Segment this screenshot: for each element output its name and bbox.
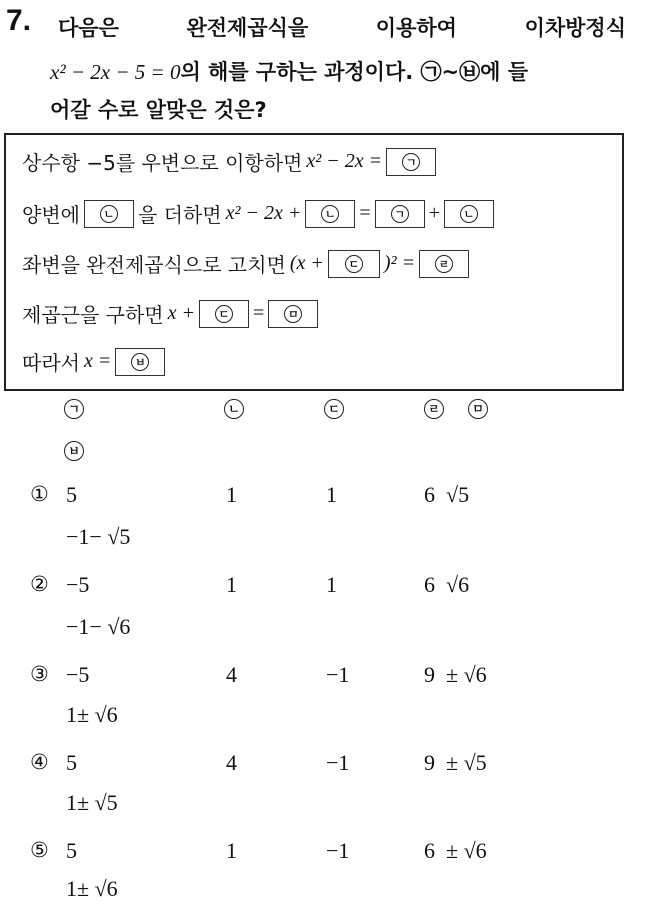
step-5-text: 따라서 — [22, 351, 80, 375]
marker-b: ㄴ — [100, 205, 118, 223]
process-step-1 — [22, 147, 436, 176]
process-step-3 — [22, 249, 469, 278]
option-number[interactable]: ③ — [30, 662, 49, 686]
marker-c: ㄷ — [345, 255, 363, 273]
question-line-2-text: 의 해를 구하는 과정이다. ㉠~㉥에 들 — [180, 60, 529, 84]
option-value-a: 5 — [66, 838, 77, 863]
option-value-f: 1± √5 — [66, 790, 118, 815]
step-3-text: 좌변을 완전제곱식으로 고치면 — [22, 253, 286, 277]
marker-c: ㄷ — [324, 399, 344, 419]
option-value-f: 1± √6 — [66, 702, 118, 727]
col-header-e — [468, 398, 488, 419]
process-step-5 — [22, 347, 165, 376]
option-value-f: −1− √6 — [66, 614, 131, 639]
col-header-a — [64, 398, 84, 419]
option-number[interactable]: ④ — [30, 750, 49, 774]
question-line-2 — [50, 56, 528, 86]
option-value-d: 6 — [424, 838, 435, 863]
option-value-d: 9 — [424, 662, 435, 687]
step-2-text-a: 양변에 — [22, 203, 80, 227]
marker-e: ㅁ — [284, 305, 302, 323]
option-value-f: 1± √6 — [66, 876, 118, 901]
step-3-math-a: (x + — [289, 252, 324, 274]
marker-d: ㄹ — [424, 399, 444, 419]
option-number[interactable]: ① — [30, 482, 49, 506]
process-step-4: 제곱근을 구하면 x + ㄷ = ㅁ — [22, 299, 318, 328]
option-value-e: ± √5 — [446, 750, 487, 775]
blank-b — [444, 200, 494, 228]
col-header-c — [324, 398, 344, 419]
option-value-b: 1 — [226, 482, 237, 507]
option-value-d: 6 — [424, 572, 435, 597]
step-5-math: x = — [83, 350, 112, 372]
option-value-c: 1 — [326, 572, 337, 597]
option-value-a: 5 — [66, 482, 77, 507]
option-value-c: 1 — [326, 482, 337, 507]
blank-c — [328, 250, 380, 278]
solution-process-box — [4, 133, 624, 391]
marker-b: ㄴ — [224, 399, 244, 419]
option-value-b: 4 — [226, 750, 237, 775]
col-header-b — [224, 398, 244, 419]
option-value-e: ± √6 — [446, 838, 487, 863]
marker-b: ㄴ — [460, 205, 478, 223]
question-word: 이차방정식 — [524, 16, 626, 40]
option-value-c: −1 — [326, 838, 350, 863]
blank-b — [305, 200, 355, 228]
step-4-text: 제곱근을 구하면 — [22, 303, 164, 327]
option-value-b: 1 — [226, 572, 237, 597]
blank-e — [268, 300, 318, 328]
marker-f: ㅂ — [64, 441, 84, 461]
blank-a — [375, 200, 425, 228]
step-1-text: 상수항 −5를 우변으로 이항하면 — [22, 151, 303, 175]
marker-b: ㄴ — [321, 205, 339, 223]
marker-c: ㄷ — [215, 305, 233, 323]
marker-a: ㄱ — [64, 399, 84, 419]
option-number[interactable]: ⑤ — [30, 838, 49, 862]
option-value-b: 4 — [226, 662, 237, 687]
option-value-f: −1− √5 — [66, 524, 131, 549]
step-2-math: x² − 2x + — [225, 202, 302, 224]
option-value-e: √5 — [446, 482, 470, 507]
option-value-a: −5 — [66, 572, 90, 597]
marker-d: ㄹ — [435, 255, 453, 273]
col-header-d — [424, 398, 444, 419]
option-value-a: 5 — [66, 750, 77, 775]
blank-b — [84, 200, 134, 228]
question-word: 완전제곱식을 — [186, 16, 309, 40]
blank-f — [115, 348, 165, 376]
option-value-e: ± √6 — [446, 662, 487, 687]
step-4-math: x + — [167, 302, 195, 324]
question-number: 7. — [6, 4, 32, 37]
option-number[interactable]: ② — [30, 572, 49, 596]
marker-e: ㅁ — [468, 399, 488, 419]
col-header-f — [64, 440, 84, 461]
marker-a: ㄱ — [391, 205, 409, 223]
step-1-math: x² − 2x = — [306, 150, 383, 172]
step-2-text-b: 을 더하면 — [137, 203, 222, 227]
step-3-math-b: )² = — [383, 252, 416, 274]
process-step-2: 양변에 ㄴ 을 더하면 x² − 2x + ㄴ = ㄱ + ㄴ — [22, 199, 494, 228]
question-word: 이용하여 — [375, 16, 457, 40]
marker-a: ㄱ — [402, 153, 420, 171]
option-value-b: 1 — [226, 838, 237, 863]
question-line-3: 어갈 수로 알맞은 것은? — [50, 98, 267, 122]
question-line-1 — [58, 12, 626, 42]
option-value-c: −1 — [326, 662, 350, 687]
option-value-e: √6 — [446, 572, 470, 597]
blank-d — [419, 250, 469, 278]
option-value-d: 6 — [424, 482, 435, 507]
option-value-c: −1 — [326, 750, 350, 775]
question-equation: x² − 2x − 5 = 0 — [50, 60, 181, 84]
option-value-d: 9 — [424, 750, 435, 775]
blank-c — [199, 300, 249, 328]
marker-f: ㅂ — [131, 353, 149, 371]
question-word: 다음은 — [58, 16, 119, 40]
blank-a — [386, 148, 436, 176]
option-value-a: −5 — [66, 662, 90, 687]
